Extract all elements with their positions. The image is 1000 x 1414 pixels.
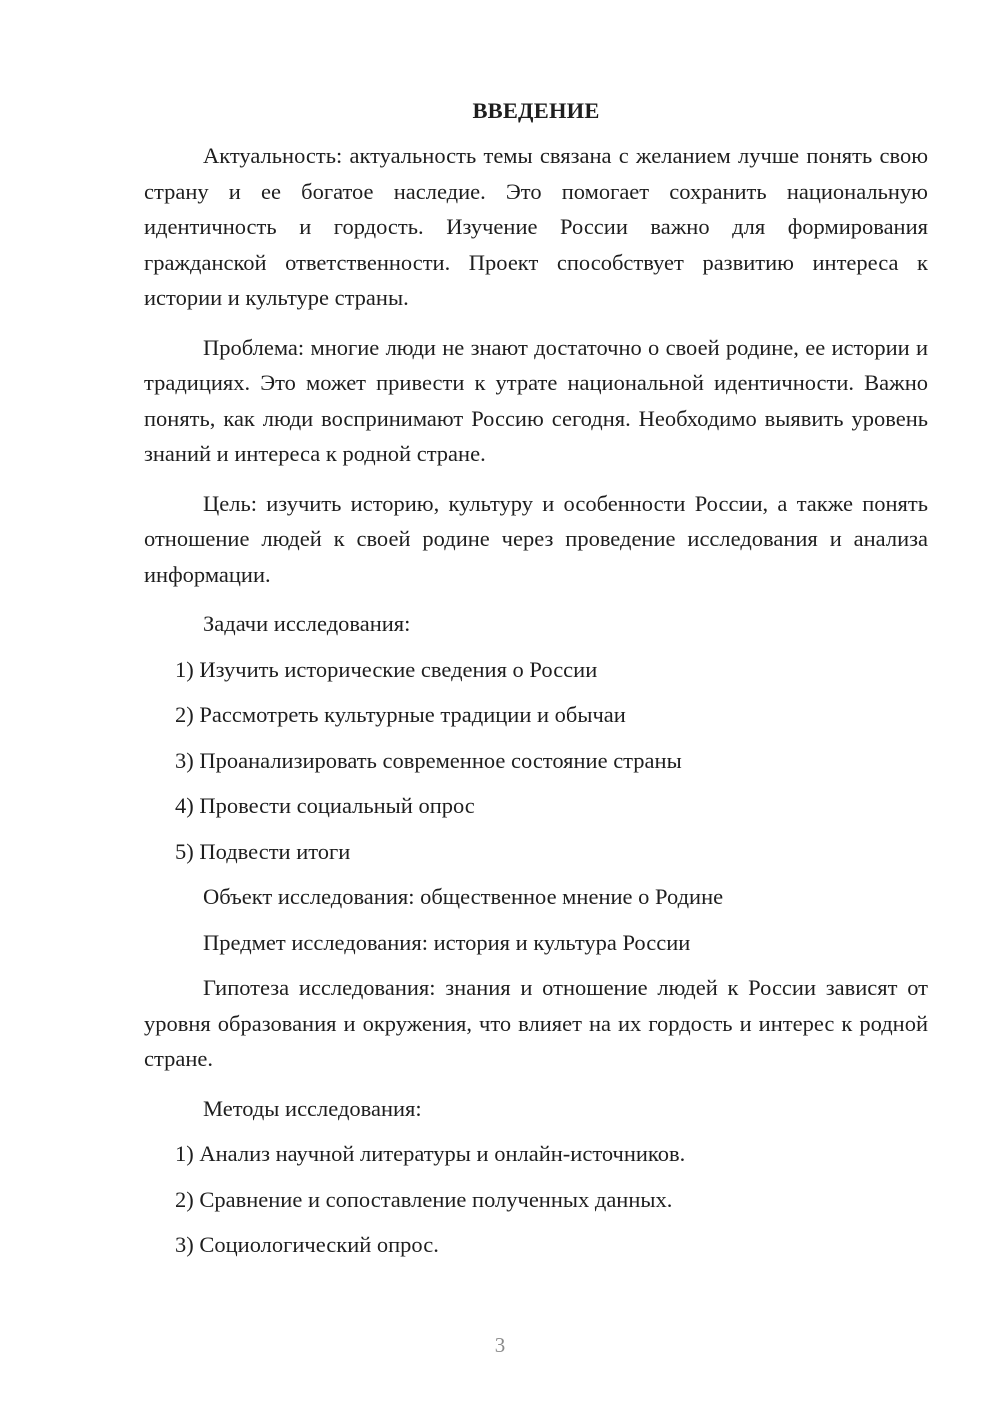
- research-object: Объект исследования: общественное мнение о Родине: [203, 884, 724, 909]
- methods-heading: Методы исследования:: [203, 1095, 422, 1121]
- task-item: 4) Провести социальный опрос: [175, 793, 475, 818]
- relevance-paragraph: Актуальность: актуальность темы связана с желанием лучше понять свою страну и ее богатое наследие. Это помогает сохранить национальную идентичность и гордость. Изучение России важно для формирования гражданской ответственности. Проект способствует развитию интереса к истории и культуре страны.: [144, 143, 928, 310]
- problem-paragraph: Проблема: многие люди не знают достаточно о своей родине, ее истории и традициях. Это может привести к утрате национальной идентичности. Важно понять, как люди воспринимают Россию сегодня. Необходимо выявить уровень знаний и интереса к родной стране.: [144, 334, 928, 466]
- page-content: [144, 96, 928, 1273]
- goal-paragraph: Цель: изучить историю, культуру и особенности России, а также понять отношение людей к своей родине через проведение исследования и анализа информации.: [144, 490, 928, 587]
- research-subject: Предмет исследования: история и культура России: [203, 929, 691, 955]
- task-item: 2) Рассмотреть культурные традиции и обычаи: [175, 702, 626, 727]
- task-item: 1) Изучить исторические сведения о России: [175, 656, 598, 682]
- task-item: 5) Подвести итоги: [175, 838, 351, 864]
- hypothesis-paragraph: Гипотеза исследования: знания и отношение людей к России зависят от уровня образования и окружения, что влияет на их гордость и интерес к родной стране.: [144, 975, 928, 1071]
- method-item: 3) Социологический опрос.: [175, 1232, 439, 1257]
- method-item: 1) Анализ научной литературы и онлайн-источников.: [175, 1141, 686, 1166]
- method-item: 2) Сравнение и сопоставление полученных данных.: [175, 1186, 673, 1212]
- page-title: ВВЕДЕНИЕ: [472, 98, 600, 123]
- page-number: 3: [494, 1333, 506, 1357]
- tasks-list: [144, 652, 928, 870]
- tasks-heading: Задачи исследования:: [203, 611, 411, 636]
- task-item: 3) Проанализировать современное состояние страны: [175, 747, 682, 773]
- methods-list: [144, 1136, 928, 1263]
